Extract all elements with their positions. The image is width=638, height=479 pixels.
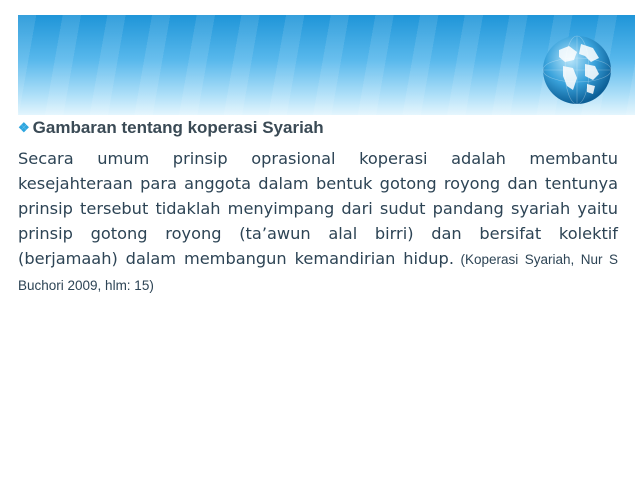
heading-text: Gambaran tentang koperasi Syariah [32, 118, 324, 137]
body-text: Secara umum prinsip oprasional koperasi adalah membantu kesejahteraan para anggota dalam bentuk gotong royong dan tentunya prinsip tersebut tidaklah menyimpang dari sudut pandang syariah yaitu prinsip gotong royong (ta’awun alal birri) dan bersifat kolektif (berjamaah) dalam membangun kemandirian hidup. [18, 149, 618, 268]
globe-icon [541, 34, 613, 106]
slide-content [18, 116, 618, 298]
slide-heading [18, 116, 618, 140]
diamond-bullet-icon: ❖ [18, 120, 30, 135]
citation: (Koperasi Syariah, Nur S Buchori 2009, hlm: 15) [18, 252, 618, 293]
body-paragraph [18, 146, 618, 298]
